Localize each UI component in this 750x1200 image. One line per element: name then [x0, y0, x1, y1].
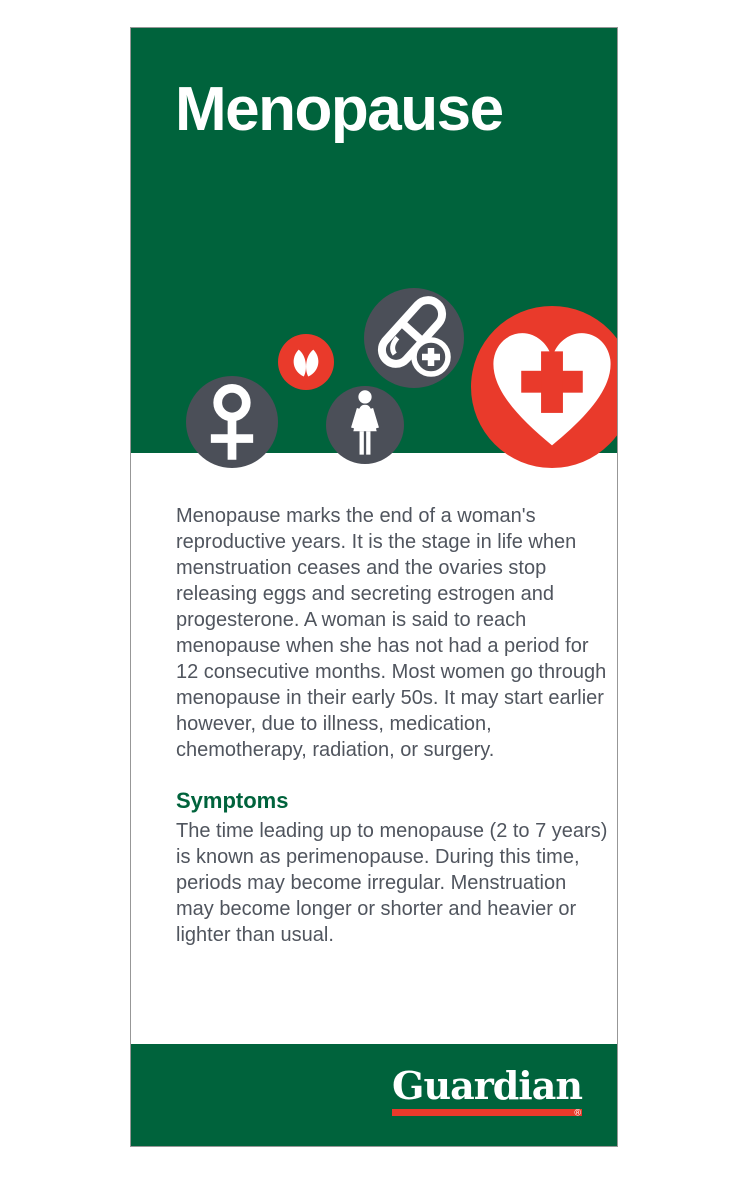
pill-plus-icon [364, 288, 464, 388]
card-body [176, 453, 608, 948]
guardian-logo [392, 1063, 582, 1117]
page-title: Menopause [175, 75, 503, 144]
woman-icon [326, 386, 404, 464]
symptoms-heading: Symptoms [176, 788, 289, 813]
intro-paragraph: Menopause marks the end of a woman's reproductive years. It is the stage in life when menstruation ceases and the ovaries stop releasing eggs and secreting estrogen and progesterone. A woman is said to reach menopause when she has not had a period for 12 consecutive months. Most women go through menopause in their early 50s. It may start earlier however, due to illness, medication, chemotherapy, radiation, or surgery. [176, 505, 607, 761]
guardian-logo-text: Guardian [392, 1063, 582, 1108]
guardian-logo-underline [392, 1109, 582, 1116]
card-footer [131, 1044, 617, 1146]
female-symbol-icon [186, 376, 278, 468]
leaf-icon [278, 334, 334, 390]
info-card [130, 27, 618, 1147]
registered-trademark-icon: ® [574, 1107, 581, 1117]
heart-cross-icon [471, 306, 618, 468]
symptoms-paragraph: The time leading up to menopause (2 to 7 years) is known as perimenopause. During this time, periods may become irregular. Menstruation may become longer or shorter and heavier or lighter than usual. [176, 820, 608, 946]
